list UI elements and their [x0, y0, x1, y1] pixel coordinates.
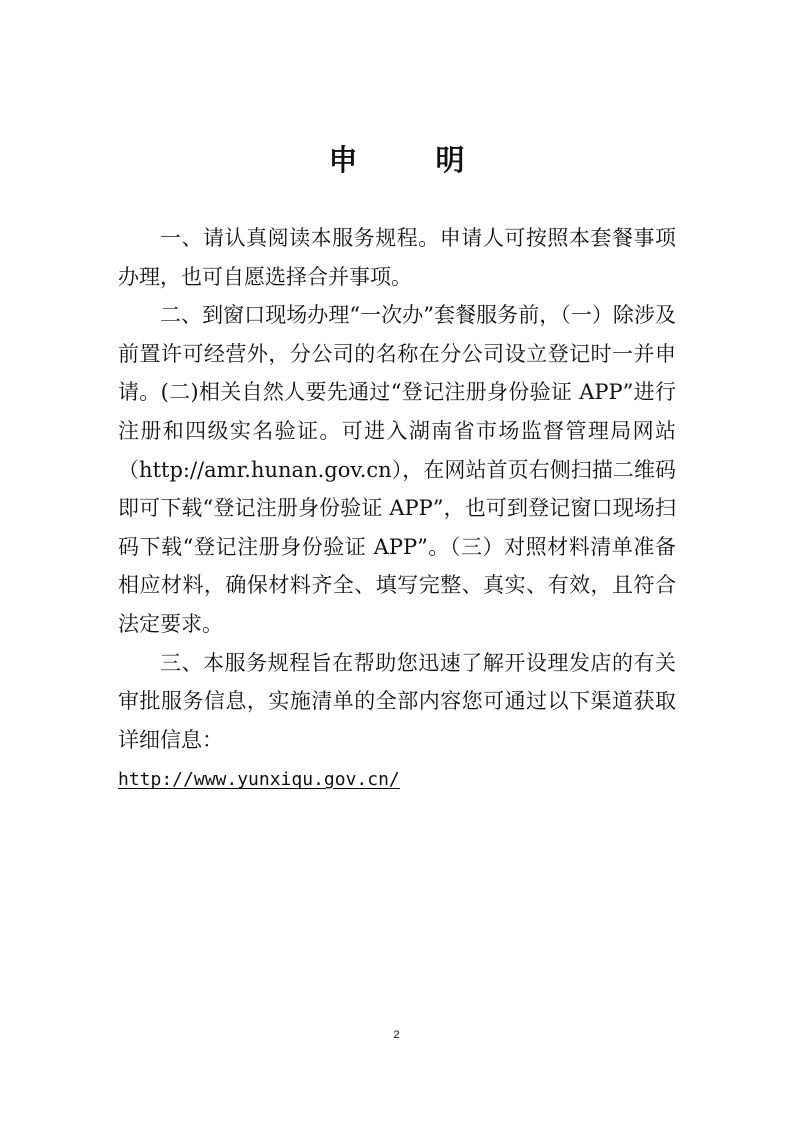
- page-number: 2: [393, 1029, 400, 1041]
- paragraph-2: 二、到窗口现场办理“一次办”套餐服务前，（一）除涉及前置许可经营外，分公司的名称在分公司设立登记时一并申请。(二)相关自然人要先通过“登记注册身份验证 APP”进行注册和四级实名验证。可进入湖南省市场监督管理局网站（http://amr.hunan.gov.cn），在网站首页右侧扫描二维码即可下载“登记注册身份验证 APP”，也可到登记窗口现场扫码下载“登记注册身份验证 APP”。（三）对照材料清单准备相应材料，确保材料齐全、填写完整、真实、有效，且符合法定要求。: [118, 303, 676, 636]
- page-title: 申 明: [328, 143, 499, 177]
- paragraph-1: 一、请认真阅读本服务规程。申请人可按照本套餐事项办理，也可自愿选择合并事项。: [118, 226, 676, 289]
- website-link[interactable]: http://www.yunxiqu.gov.cn/: [118, 769, 400, 791]
- document-body: [118, 219, 676, 798]
- paragraph-3: 三、本服务规程旨在帮助您迅速了解开设理发店的有关审批服务信息，实施清单的全部内容您可通过以下渠道获取详细信息：: [118, 650, 676, 752]
